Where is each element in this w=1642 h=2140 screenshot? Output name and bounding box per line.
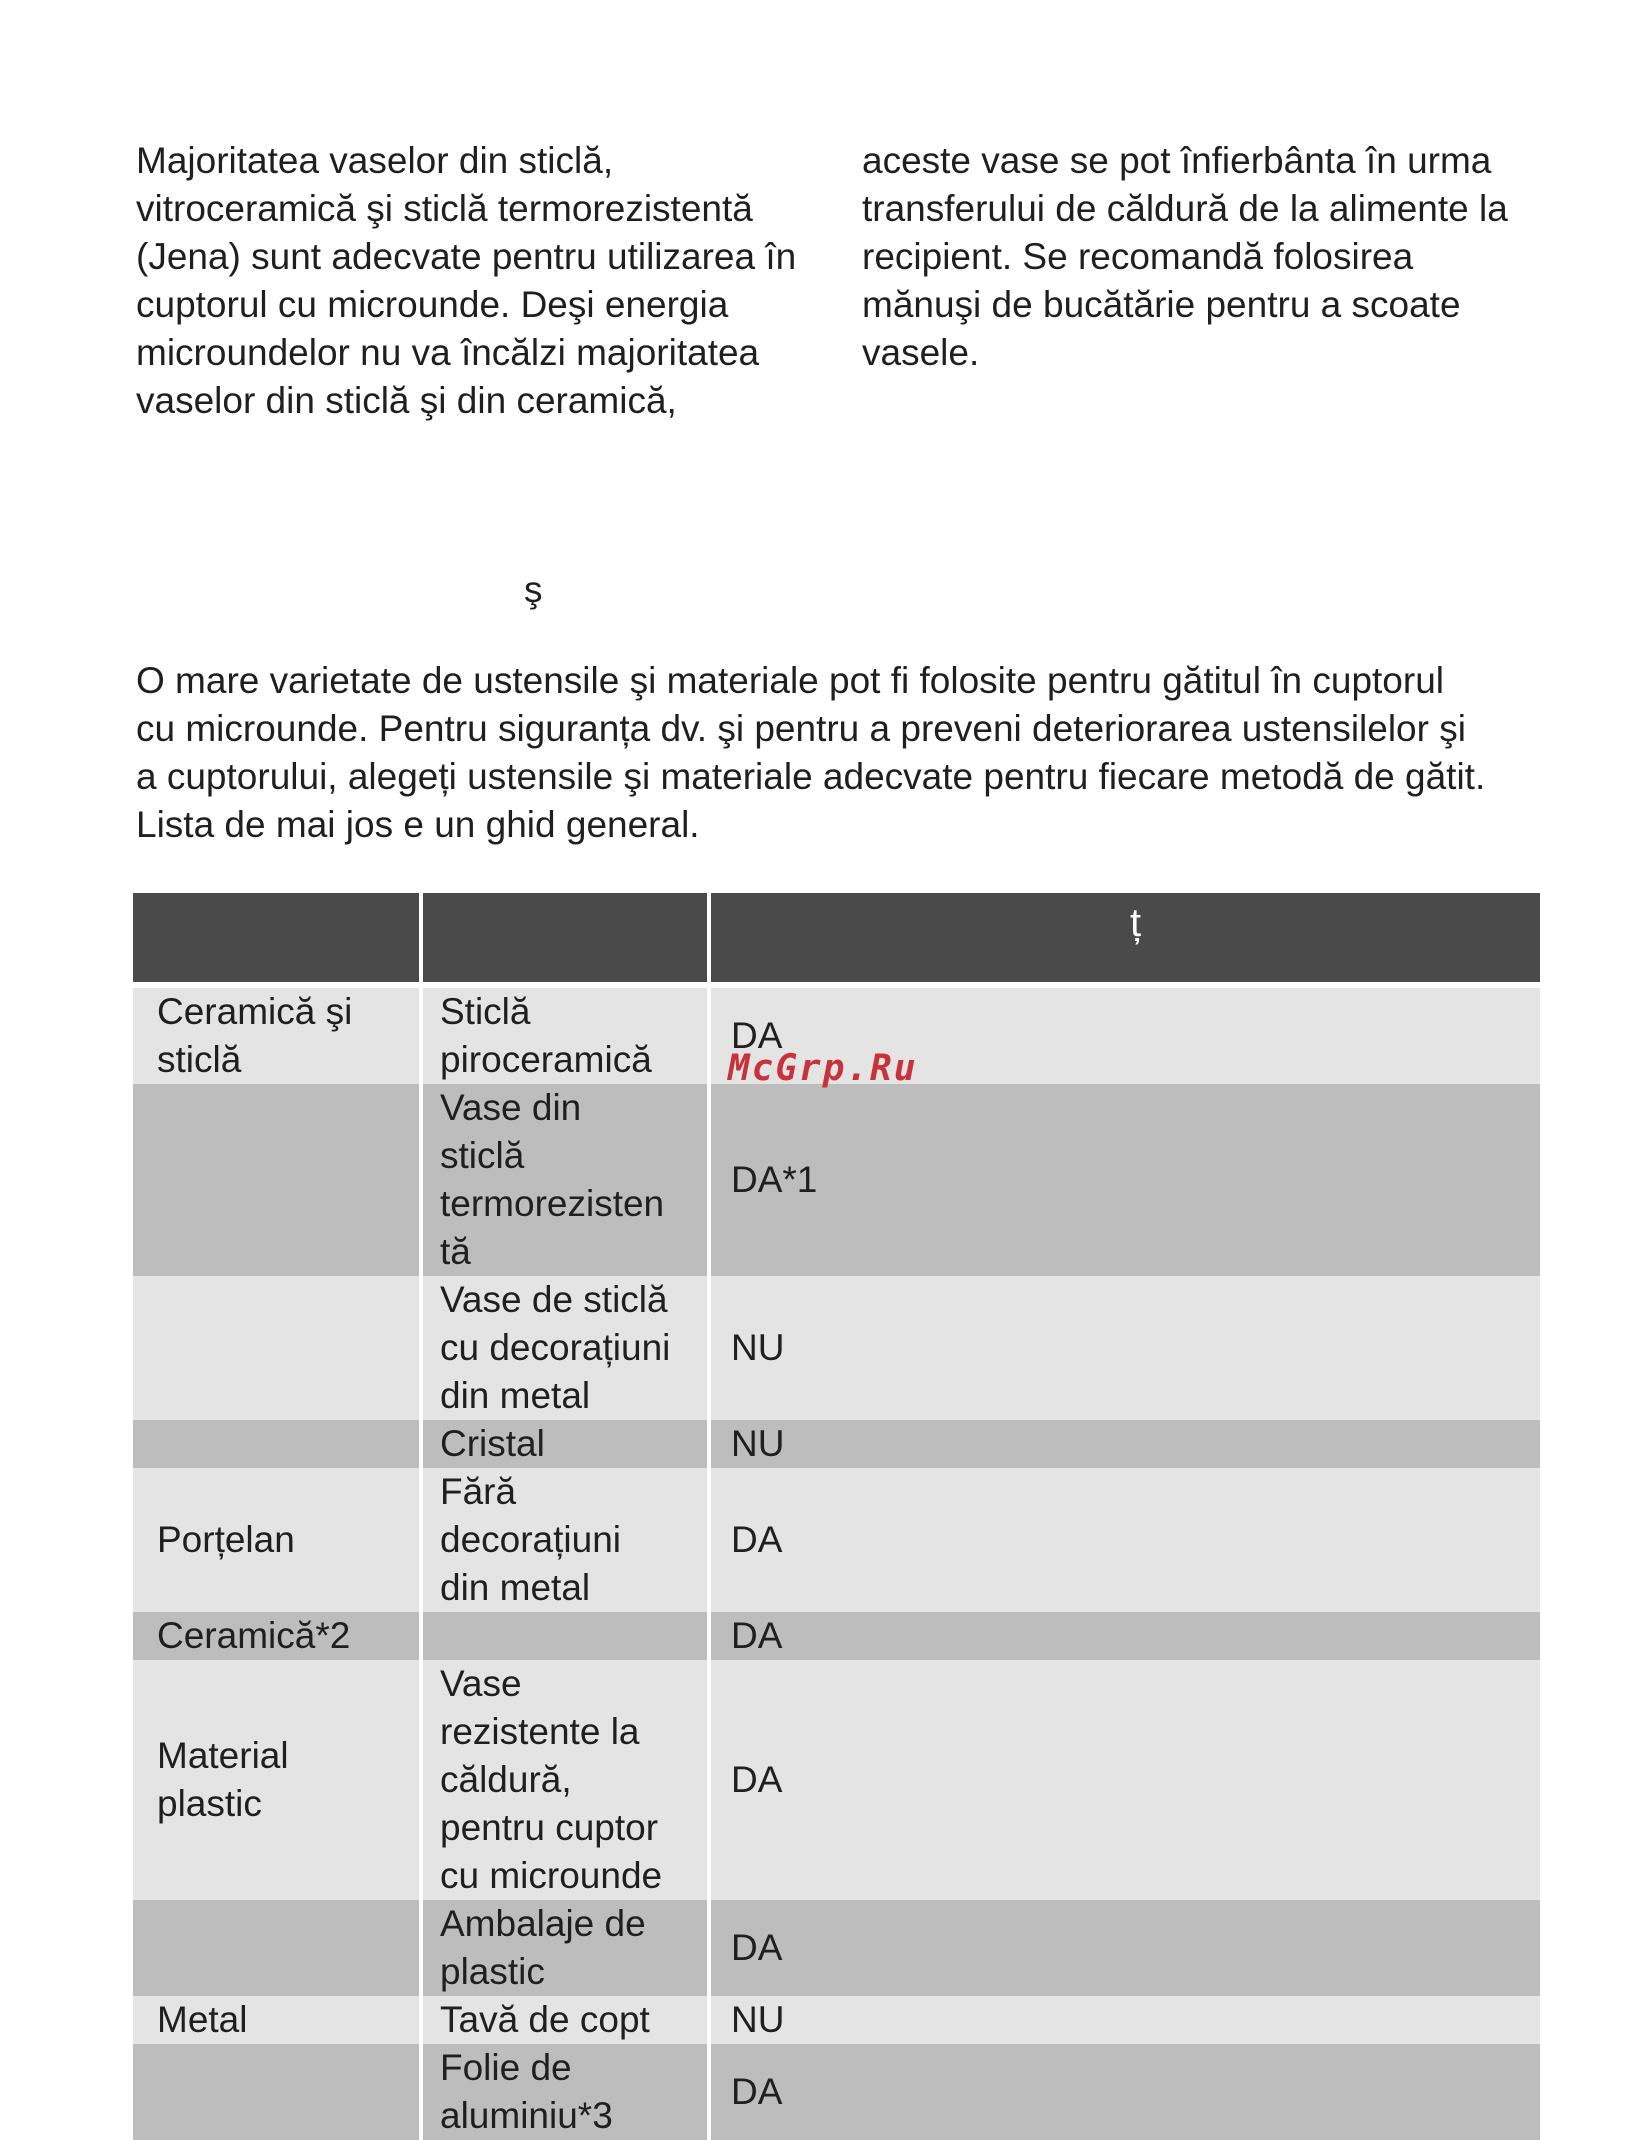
cell-material — [133, 1276, 423, 1420]
cell-result: DA — [731, 1759, 783, 1800]
cell-result: DA — [731, 1519, 783, 1560]
watermark: McGrp.Ru — [728, 1048, 918, 1089]
cell-result: DA*1 — [731, 1159, 818, 1200]
cell-material: Metal — [133, 1996, 423, 2044]
cell-result: NU — [731, 1327, 785, 1368]
cell-item: Vase rezistente la căldură, pentru cuptor cu microunde — [423, 1660, 711, 1900]
section-heading: ş — [524, 569, 543, 610]
cell-item: Vase din sticlă termorezisten tă — [423, 1084, 711, 1276]
table-row — [133, 1612, 1540, 1660]
cell-item: Vase de sticlă cu decorațiuni din metal — [423, 1276, 711, 1420]
cell-material — [133, 2044, 423, 2140]
table-row — [133, 1084, 1540, 1276]
cell-item: Ambalaje de plastic — [423, 1900, 711, 1996]
table-row — [133, 1900, 1540, 1996]
cell-item: Folie de aluminiu*3 — [423, 2044, 711, 2140]
table-row — [133, 1660, 1540, 1900]
cell-material — [133, 1900, 423, 1996]
cell-material: Material plastic — [133, 1660, 423, 1900]
cell-material — [133, 1420, 423, 1468]
cell-material: Ceramică şi sticlă — [133, 988, 423, 1084]
cell-item — [423, 1612, 711, 1660]
table-row — [133, 1468, 1540, 1612]
cell-item: Fără decorațiuni din metal — [423, 1468, 711, 1612]
intro-left-column: Majoritatea vaselor din sticlă, vitroceramică şi sticlă termorezistentă (Jena) sunt adecvate pentru utilizarea în cuptorul cu microunde. Deşi energia microundelor nu va încălzi majoritatea vaselor din sticlă şi din ceramică, — [136, 140, 797, 421]
cell-material: Ceramică*2 — [133, 1612, 423, 1660]
table-row — [133, 2044, 1540, 2140]
header-material — [133, 893, 423, 982]
cell-item: Sticlă piroceramică — [423, 988, 711, 1084]
cell-material — [133, 1084, 423, 1276]
cell-result: NU — [731, 1423, 785, 1464]
header-item — [423, 893, 711, 982]
table-row — [133, 1276, 1540, 1420]
cell-item: Tavă de copt — [423, 1996, 711, 2044]
cell-result: DA — [731, 1927, 783, 1968]
table-row — [133, 1996, 1540, 2044]
intro-right-column: aceste vase se pot înfierbânta în urma transferului de căldură de la alimente la recipient. Se recomandă folosirea mănuşi de bucătărie pentru a scoate vasele. — [862, 140, 1508, 373]
cell-material: Porțelan — [133, 1468, 423, 1612]
header-suitability: ț — [711, 893, 1540, 982]
cell-result: DA — [731, 1015, 783, 1056]
cell-result: DA — [731, 1615, 783, 1656]
cell-result: NU — [731, 1999, 785, 2040]
guide-paragraph: O mare varietate de ustensile şi materiale pot fi folosite pentru gătitul în cuptorul cu microunde. Pentru siguranța dv. şi pentru a preveni deteriorarea ustensilelor şi a cuptorului, alegeți ustensile şi materiale adecvate pentru fiecare metodă de gătit. Lista de mai jos e un ghid general. — [136, 660, 1486, 845]
cell-result: DA — [731, 2071, 783, 2112]
cell-item: Cristal — [423, 1420, 711, 1468]
table-header-row — [133, 893, 1540, 982]
table-row — [133, 1420, 1540, 1468]
